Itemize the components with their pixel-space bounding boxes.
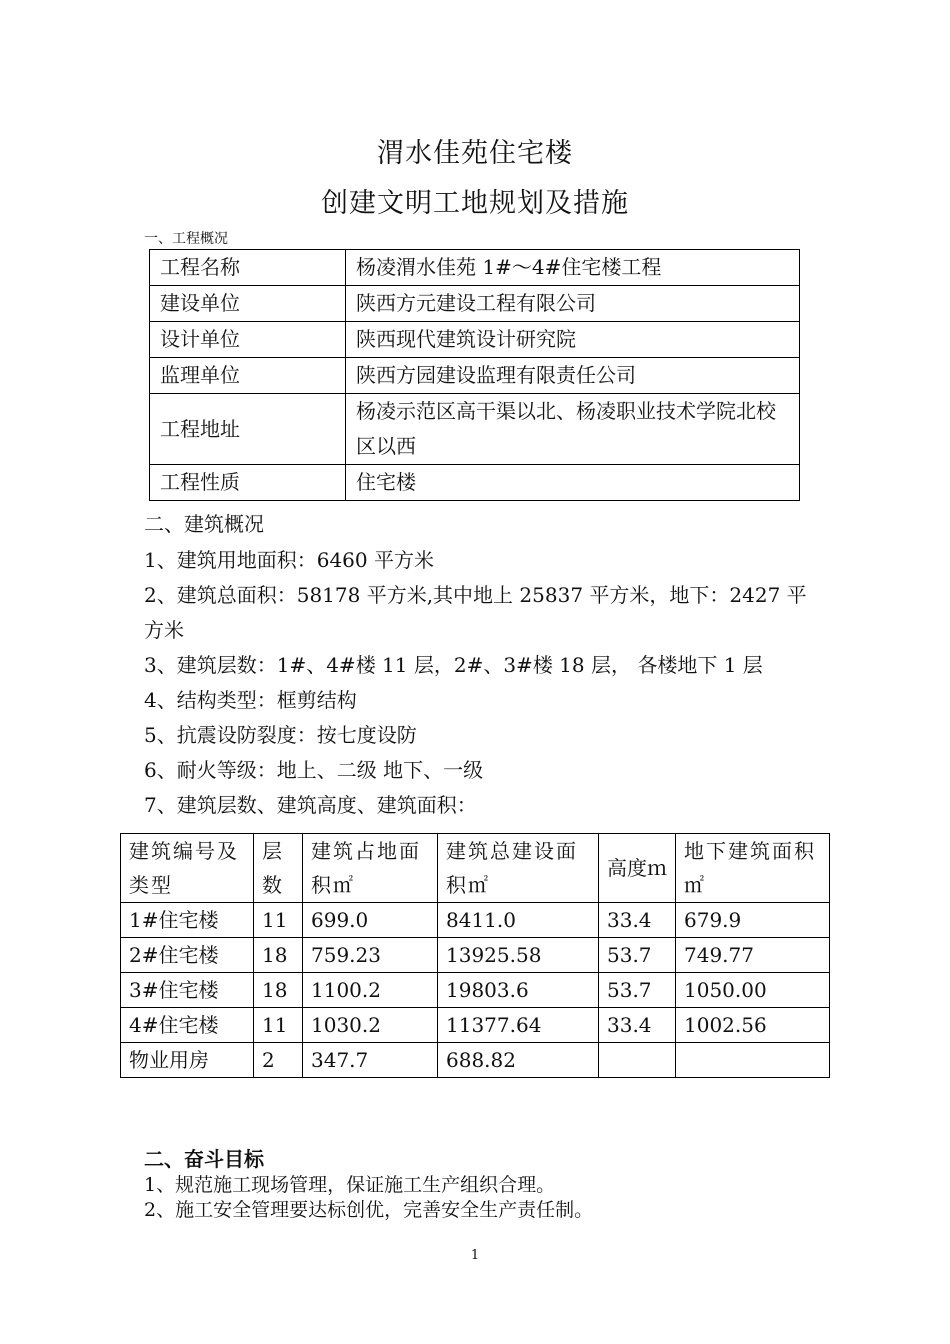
building-line: 3、建筑层数：1#、4#楼 11 层，2#、3#楼 18 层， 各楼地下 1 层 [144, 653, 763, 677]
column-header: 层数 [254, 834, 303, 903]
table-cell: 3#住宅楼 [121, 973, 254, 1008]
section-heading-goals: 二、奋斗目标 [144, 1147, 264, 1171]
table-row [150, 250, 800, 286]
column-header: 建筑总建设面积㎡ [438, 834, 599, 903]
column-header: 高度ｍ [599, 834, 676, 903]
table-cell: 679.9 [676, 903, 830, 938]
table-cell: 688.82 [438, 1043, 599, 1078]
building-line: 方米 [144, 618, 184, 642]
overview-value: 住宅楼 [346, 465, 800, 501]
table-cell: 33.4 [599, 903, 676, 938]
table-cell: 11377.64 [438, 1008, 599, 1043]
table-row [150, 394, 800, 465]
table-cell: 749.77 [676, 938, 830, 973]
overview-value: 陕西方元建设工程有限公司 [346, 286, 800, 322]
goal-line: 2、施工安全管理要达标创优，完善安全生产责任制。 [144, 1199, 594, 1221]
table-cell: 1050.00 [676, 973, 830, 1008]
document-title: 渭水佳苑住宅楼 [377, 138, 573, 169]
table-cell: 8411.0 [438, 903, 599, 938]
column-header: 建筑编号及类型 [121, 834, 254, 903]
building-line: 5、抗震设防裂度：按七度设防 [144, 723, 417, 747]
table-cell: 2#住宅楼 [121, 938, 254, 973]
table-row [121, 1043, 830, 1078]
table-row [121, 973, 830, 1008]
table-cell: 11 [254, 1008, 303, 1043]
table-cell: 2 [254, 1043, 303, 1078]
table-cell [676, 1043, 830, 1078]
overview-key: 工程性质 [150, 465, 346, 501]
document-subtitle: 创建文明工地规划及措施 [321, 188, 629, 219]
section-heading-building: 二、建筑概况 [144, 512, 264, 536]
table-cell: 53.7 [599, 973, 676, 1008]
building-line: 1、建筑用地面积：6460 平方米 [144, 548, 434, 572]
column-header: 地下建筑面积㎡ [676, 834, 830, 903]
table-cell: 1#住宅楼 [121, 903, 254, 938]
page-number: 1 [470, 1248, 480, 1263]
table-cell: 4#住宅楼 [121, 1008, 254, 1043]
table-cell: 347.7 [303, 1043, 438, 1078]
table-cell: 18 [254, 938, 303, 973]
building-data-table [120, 833, 830, 1078]
table-row [150, 358, 800, 394]
table-cell: 物业用房 [121, 1043, 254, 1078]
project-overview-table [149, 249, 800, 501]
table-cell: 759.23 [303, 938, 438, 973]
table-cell: 699.0 [303, 903, 438, 938]
table-cell: 13925.58 [438, 938, 599, 973]
overview-key: 设计单位 [150, 322, 346, 358]
building-line: 6、耐火等级：地上、二级 地下、一级 [144, 758, 484, 782]
section-heading-overview: 一、工程概况 [144, 231, 228, 247]
table-header-row [121, 834, 830, 903]
overview-value: 杨凌渭水佳苑 1#～4#住宅楼工程 [346, 250, 800, 286]
overview-value: 杨凌示范区高干渠以北、杨凌职业技术学院北校区以西 [346, 394, 800, 465]
table-cell: 19803.6 [438, 973, 599, 1008]
overview-value: 陕西方园建设监理有限责任公司 [346, 358, 800, 394]
building-line: 2、建筑总面积：58178 平方米,其中地上 25837 平方米，地下：2427 平 [144, 583, 807, 607]
table-cell: 1030.2 [303, 1008, 438, 1043]
table-row [150, 465, 800, 501]
table-row [121, 938, 830, 973]
overview-value: 陕西现代建筑设计研究院 [346, 322, 800, 358]
goal-line: 1、规范施工现场管理，保证施工生产组织合理。 [144, 1174, 556, 1196]
table-row [150, 286, 800, 322]
table-cell: 1002.56 [676, 1008, 830, 1043]
overview-key: 建设单位 [150, 286, 346, 322]
table-cell: 18 [254, 973, 303, 1008]
table-cell [599, 1043, 676, 1078]
building-line: 7、建筑层数、建筑高度、建筑面积： [144, 793, 477, 817]
overview-key: 工程名称 [150, 250, 346, 286]
column-header: 建筑占地面积㎡ [303, 834, 438, 903]
table-cell: 11 [254, 903, 303, 938]
building-line: 4、结构类型：框剪结构 [144, 688, 357, 712]
table-cell: 1100.2 [303, 973, 438, 1008]
table-cell: 33.4 [599, 1008, 676, 1043]
table-row [121, 1008, 830, 1043]
table-row [150, 322, 800, 358]
table-cell: 53.7 [599, 938, 676, 973]
table-row [121, 903, 830, 938]
overview-key: 监理单位 [150, 358, 346, 394]
overview-key: 工程地址 [150, 394, 346, 465]
